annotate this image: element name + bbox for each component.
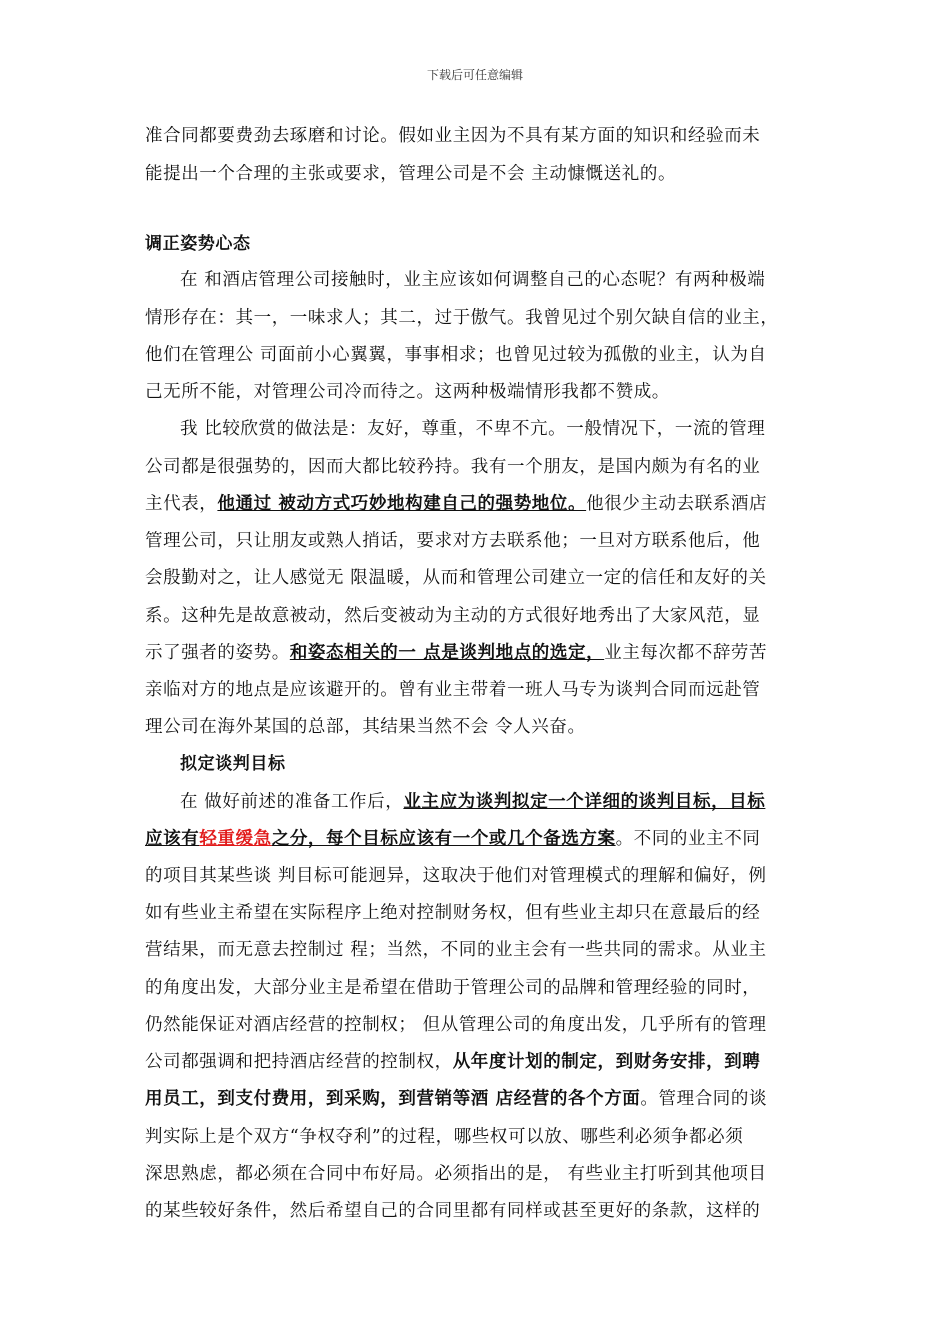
text-line: 准合同都要费劲去琢磨和讨论。假如业主因为不具有某方面的知识和经验而未	[145, 126, 761, 146]
text-line: 公司都强调和把持酒店经营的控制权，从年度计划的制定，到财务安排，到聘	[145, 1052, 761, 1072]
text-line: 系。这种先是故意被动，然后变被动为主动的方式很好地秀出了大家风范，显	[145, 606, 761, 626]
emphasis-text: 他通过 被动方式巧妙地构建自己的强势地位。	[217, 494, 587, 514]
text-line: 亲临对方的地点是应该避开的。曾有业主带着一班人马专为谈判合同而远赴管	[145, 680, 761, 700]
section-heading: 拟定谈判目标	[180, 754, 286, 774]
text-line: 应该有轻重缓急之分，每个目标应该有一个或几个备选方案。不同的业主不同	[145, 829, 761, 849]
text-line: 判实际上是个双方“争权夺利”的过程，哪些权可以放、哪些利必须争都必须	[145, 1127, 744, 1147]
text-line: 我 比较欣赏的做法是：友好，尊重，不卑不亢。一般情况下，一流的管理	[180, 419, 766, 439]
text-line: 仍然能保证对酒店经营的控制权； 但从管理公司的角度出发，几乎所有的管理	[145, 1015, 767, 1035]
text-line: 的某些较好条件，然后希望自己的合同里都有同样或甚至更好的条款，这样的	[145, 1201, 761, 1221]
text-line: 理公司在海外某国的总部，其结果当然不会 令人兴奋。	[145, 717, 586, 737]
text-line: 己无所不能，对管理公司冷而待之。这两种极端情形我都不赞成。	[145, 382, 670, 402]
text-line: 的项目其某些谈 判目标可能迥异，这取决于他们对管理模式的理解和偏好，例	[145, 866, 767, 886]
emphasis-text: 和姿态相关的一 点是谈判地点的选定，	[289, 643, 605, 663]
text-line: 营结果，而无意去控制过 程；当然，不同的业主会有一些共同的需求。从业主	[145, 940, 767, 960]
section-heading: 调正姿势心态	[145, 234, 251, 254]
emphasis-text: 业主应为谈判拟定一个详细的谈判目标，目标	[403, 792, 766, 812]
text-line: 深思熟虑，都必须在合同中布好局。必须指出的是， 有些业主打听到其他项目	[145, 1164, 767, 1184]
bold-text: 用员工，到支付费用，到采购，到营销等酒 店经营的各个方面	[145, 1089, 641, 1109]
text-line: 主代表，他通过 被动方式巧妙地构建自己的强势地位。他很少主动去联系酒店	[145, 494, 768, 514]
text-line: 在 和酒店管理公司接触时，业主应该如何调整自己的心态呢？有两种极端	[180, 270, 766, 290]
text-line: 会殷勤对之，让人感觉无 限温暖，从而和管理公司建立一定的信任和友好的关	[145, 568, 767, 588]
emphasis-text: 之分，每个目标应该有一个或几个备选方案	[271, 829, 616, 849]
text-line: 的角度出发，大部分业主是希望在借助于管理公司的品牌和管理经验的同时，	[145, 978, 761, 998]
text-line: 他们在管理公 司面前小心翼翼，事事相求；也曾见过较为孤傲的业主，认为自	[145, 345, 767, 365]
emphasis-text: 应该有	[145, 829, 200, 849]
highlight-text: 轻重缓急	[199, 829, 272, 849]
text-line: 管理公司，只让朋友或熟人捎话，要求对方去联系他；一旦对方联系他后，他	[145, 531, 761, 551]
text-line: 如有些业主希望在实际程序上绝对控制财务权，但有些业主却只在意最后的经	[145, 903, 761, 923]
text-line: 用员工，到支付费用，到采购，到营销等酒 店经营的各个方面。管理合同的谈	[145, 1089, 768, 1109]
text-line: 能提出一个合理的主张或要求，管理公司是不会 主动慷慨送礼的。	[145, 164, 677, 184]
page-header: 下载后可任意编辑	[426, 68, 523, 82]
text-line: 在 做好前述的准备工作后，业主应为谈判拟定一个详细的谈判目标，目标	[180, 792, 766, 812]
bold-text: 从年度计划的制定，到财务安排，到聘	[452, 1052, 761, 1072]
text-line: 情形存在：其一，一味求人；其二，过于傲气。我曾见过个别欠缺自信的业主，	[145, 308, 779, 328]
text-line: 示了强者的姿势。和姿态相关的一 点是谈判地点的选定，业主每次都不辞劳苦	[145, 643, 768, 663]
text-line: 公司都是很强势的，因而大都比较矜持。我有一个朋友，是国内颇为有名的业	[145, 457, 761, 477]
